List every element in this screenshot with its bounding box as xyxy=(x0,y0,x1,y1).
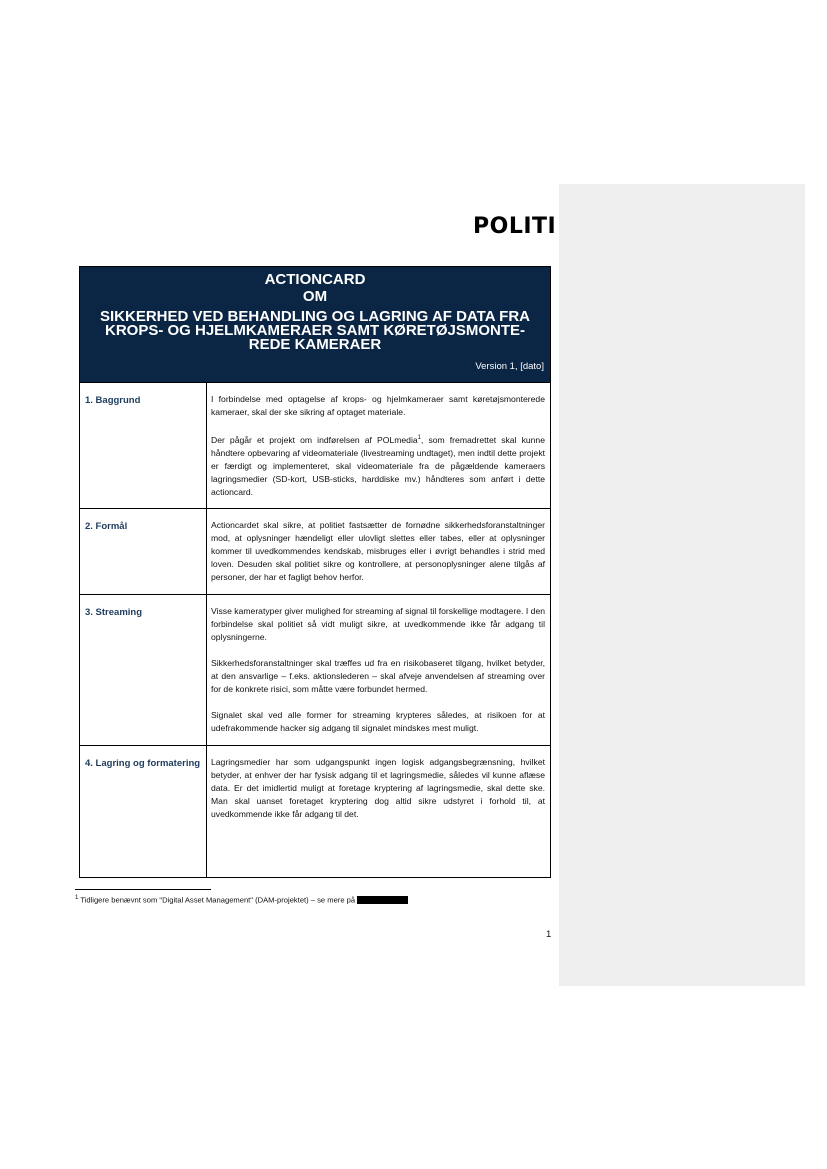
section-content xyxy=(207,746,550,877)
paragraph: Signalet skal ved alle former for streaming krypteres således, at risikoen for at udefrakommende hacker sig adgang til signalet mindskes mest muligt. xyxy=(211,710,545,733)
section-lagring xyxy=(80,746,550,877)
header-line-2: OM xyxy=(302,288,328,305)
action-card xyxy=(79,266,551,878)
section-label: 2. Formål xyxy=(80,509,207,594)
section-content xyxy=(207,383,550,508)
section-formaal xyxy=(80,509,550,595)
paragraph xyxy=(211,432,545,499)
paragraph: Visse kameratyper giver mulighed for streaming af signal til forskellige modtagere. I den forbindelse skal politiet så vidt muligt sikre, at uvedkommende ikke får adgang til oplysningerne. xyxy=(211,606,545,642)
paragraph: Actioncardet skal sikre, at politiet fastsætter de fornødne sikkerhedsforanstaltninger mod, at oplysninger hændeligt eller ulovligt slettes eller tabes, eller at oplysninger kommer til uvedkommendes kendskab, misbruges eller i øvrigt behandles i strid med loven. Desuden skal politiet sikre og kontrollere, at personoplysninger alene tilgås af personer, der har et fagligt behov herfor. xyxy=(211,520,545,582)
comment-pane xyxy=(559,184,805,986)
paragraph-text: , som fremadrettet skal kunne håndtere opbevaring af videomateriale (livestreaming undtaget), men indtil dette projekt er færdigt og implementeret, skal videomateriale fra de pågældende kameraers lagringsmedier (SD-kort, USB-sticks, harddiske mv.) håndteres som anført i dette actioncard. xyxy=(211,434,545,497)
footnote xyxy=(75,895,408,905)
paragraph-text: Der pågår et projekt om indførelsen af POLmedia xyxy=(211,434,418,445)
section-label: 3. Streaming xyxy=(80,595,207,745)
card-header xyxy=(80,267,550,383)
politi-logo: POLITI xyxy=(473,214,557,239)
header-title: SIKKERHED VED BEHANDLING OG LAGRING AF DATA FRA KROPS- OG HJELMKAMERAER SAMT KØRETØJSMONTE-REDE KAMERAER xyxy=(100,308,530,353)
footnote-ref[interactable]: 1 xyxy=(417,435,421,441)
redaction-bar xyxy=(357,896,408,904)
paragraph: Sikkerhedsforanstaltninger skal træffes ud fra en risikobaseret tilgang, hvilket betyder, at den ansvarlige – f.eks. aktionslederen – skal afveje anvendelsen af streaming over for de konkrete risici, som måtte være forbundet hermed. xyxy=(211,658,545,694)
section-content xyxy=(207,509,550,594)
header-line-1: ACTIONCARD xyxy=(264,271,366,288)
footnote-text: Tidligere benævnt som "Digital Asset Management" (DAM-projektet) – se mere på xyxy=(78,895,356,905)
section-label: 4. Lagring og formatering xyxy=(80,746,207,877)
footnote-divider xyxy=(75,889,211,890)
footnote-marker: 1 xyxy=(75,895,79,901)
page-number: 1 xyxy=(546,929,552,940)
section-content xyxy=(207,595,550,745)
section-label: 1. Baggrund xyxy=(80,383,207,508)
version-label: Version 1, [dato] xyxy=(475,361,544,372)
paragraph: Lagringsmedier har som udgangspunkt ingen logisk adgangsbegrænsning, hvilket betyder, at enhver der har fysisk adgang til et lagringsmedie, således vil kunne aflæse data. Er det imidlertid muligt at foretage kryptering af lagringsmedie, skal dette ske. Man skal uanset foretaget kryptering dog altid sikre udstyret i forhold til, at uvedkommende ikke får adgang til det. xyxy=(211,757,545,819)
section-baggrund xyxy=(80,383,550,509)
paragraph: I forbindelse med optagelse af krops- og hjelmkameraer samt køretøjsmonterede kameraer, skal der ske sikring af optaget materiale. xyxy=(211,394,545,417)
section-streaming xyxy=(80,595,550,746)
